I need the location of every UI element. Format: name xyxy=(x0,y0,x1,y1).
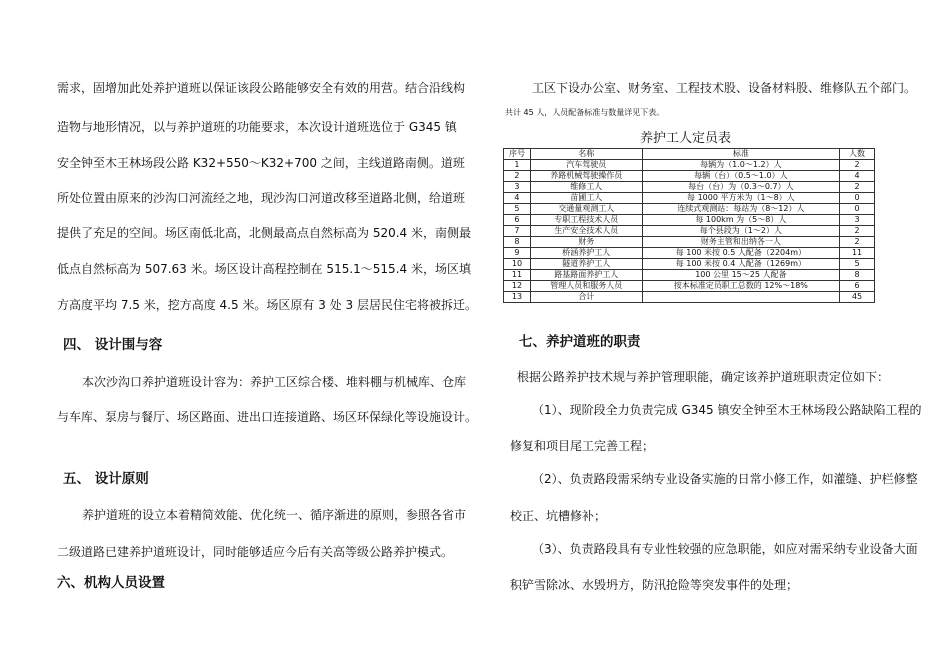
table-cell: 桥涵养护工人 xyxy=(530,248,642,259)
table-cell: 4 xyxy=(504,193,531,204)
table-cell: 7 xyxy=(504,226,531,237)
body-text-line: 根据公路养护技术规与养护管理职能，确定该养护道班职责定位如下： xyxy=(517,370,890,384)
table-cell: 8 xyxy=(504,237,531,248)
table-cell: 6 xyxy=(504,215,531,226)
table-cell: 管理人员和服务人员 xyxy=(530,281,642,292)
table-cell: 0 xyxy=(840,204,875,215)
table-row xyxy=(504,204,875,215)
table-cell: 10 xyxy=(504,259,531,270)
table-row xyxy=(504,237,875,248)
table-cell: 5 xyxy=(840,259,875,270)
table-cell: 养路机械驾驶操作员 xyxy=(530,171,642,182)
staff-table xyxy=(503,148,875,303)
body-text-line: 本次沙沟口养护道班设计容为：养护工区综合楼、堆料棚与机械库、仓库 xyxy=(82,375,467,389)
table-row xyxy=(504,215,875,226)
duty-line: 校正、坑槽修补； xyxy=(510,509,607,523)
table-cell: 每 100km 为（5～8）人 xyxy=(642,215,839,226)
table-cell: 2 xyxy=(504,171,531,182)
duty-line: （1）、现阶段全力负责完成 G345 镇安全钟至木王林场段公路缺陷工程的 xyxy=(532,403,922,417)
body-text-line: 低点自然标高为 507.63 米。场区设计高程控制在 515.1～515.4 米，场区填 xyxy=(57,262,471,276)
table-cell: 每个县段为（1～2）人 xyxy=(642,226,839,237)
table-cell: 1 xyxy=(504,160,531,171)
body-text-line: 与车库、泵房与餐厅、场区路面、进出口连接道路、场区环保绿化等设施设计。 xyxy=(57,410,478,424)
table-cell: 13 xyxy=(504,292,531,303)
table-cell: 2 xyxy=(840,226,875,237)
table-row xyxy=(504,226,875,237)
table-row xyxy=(504,270,875,281)
body-text-line: 方高度平均 7.5 米，挖方高度 4.5 米。场区原有 3 处 3 层居民住宅将被拆迁。 xyxy=(57,298,477,312)
table-cell: 维修工人 xyxy=(530,182,642,193)
table-cell: 路基路面养护工人 xyxy=(530,270,642,281)
duty-line: 积铲雪除冰、水毁坍方，防汛抢险等突发事件的处理； xyxy=(510,578,799,592)
duty-line: 修复和项目尾工完善工程； xyxy=(510,439,655,453)
table-header-cell: 标准 xyxy=(642,149,839,160)
body-text-line: 造物与地形情况，以与养护道班的功能要求，本次设计道班选位于 G345 镇 xyxy=(57,120,457,134)
section-heading-7: 七、养护道班的职责 xyxy=(519,334,641,350)
section-heading-5: 五、 设计原则 xyxy=(63,471,149,487)
table-cell: 100 公里 15～25 人配备 xyxy=(642,270,839,281)
table-note: 共计 45 人，人员配备标准与数量详见下表。 xyxy=(505,108,665,117)
body-text-line: 所处位置由原来的沙沟口河流经之地，现沙沟口河道改移至道路北侧，给道班 xyxy=(57,191,466,205)
table-cell: 2 xyxy=(840,182,875,193)
table-cell: 每辆（台）（0.5～1.0）人 xyxy=(642,171,839,182)
table-cell: 8 xyxy=(840,270,875,281)
table-cell: 每辆为（1.0～1.2）人 xyxy=(642,160,839,171)
table-header-cell: 人数 xyxy=(840,149,875,160)
table-cell: 11 xyxy=(504,270,531,281)
table-cell: 11 xyxy=(840,248,875,259)
table-row xyxy=(504,259,875,270)
table-cell: 每 1000 平方米为（1～8）人 xyxy=(642,193,839,204)
table-cell: 2 xyxy=(840,160,875,171)
table-cell: 每 100 米按 0.5 人配备（2204m） xyxy=(642,248,839,259)
table-cell: 2 xyxy=(840,237,875,248)
table-cell: 按本标准定员职工总数的 12%～18% xyxy=(642,281,839,292)
table-cell: 生产安全技术人员 xyxy=(530,226,642,237)
table-cell: 专职工程技术人员 xyxy=(530,215,642,226)
body-text-line: 二级道路已建养护道班设计，同时能够适应今后有关高等级公路养护模式。 xyxy=(57,545,454,559)
duty-line: （3）、负责路段具有专业性较强的应急职能，如应对需采纳专业设备大面 xyxy=(532,542,918,556)
body-text-line: 安全钟至木王林场段公路 K32+550～K32+700 之间，主线道路南侧。道班 xyxy=(57,156,465,170)
table-row xyxy=(504,292,875,303)
table-cell: 每台（台）为（0.3～0.7）人 xyxy=(642,182,839,193)
table-cell: 12 xyxy=(504,281,531,292)
table-header-row xyxy=(504,149,875,160)
table-cell: 每 100 米按 0.4 人配备（1269m） xyxy=(642,259,839,270)
table-cell: 45 xyxy=(840,292,875,303)
table-cell xyxy=(642,292,839,303)
table-cell: 合计 xyxy=(530,292,642,303)
table-cell: 苗圃工人 xyxy=(530,193,642,204)
body-text-line: 工区下设办公室、财务室、工程技术股、设备材料股、维修队五个部门。 xyxy=(532,81,917,95)
table-row xyxy=(504,281,875,292)
table-title: 养护工人定员表 xyxy=(640,131,732,146)
table-row xyxy=(504,182,875,193)
table-cell: 连续式观测站：每站为（8～12）人 xyxy=(642,204,839,215)
table-cell: 0 xyxy=(840,193,875,204)
table-row xyxy=(504,171,875,182)
section-heading-6: 六、机构人员设置 xyxy=(57,575,165,591)
section-heading-4: 四、 设计围与容 xyxy=(63,337,163,353)
table-cell: 9 xyxy=(504,248,531,259)
table-cell: 财务 xyxy=(530,237,642,248)
body-text-line: 需求，固增加此处养护道班以保证该段公路能够安全有效的用营。结合沿线构 xyxy=(57,81,466,95)
table-cell: 财务主管和出纳各一人 xyxy=(642,237,839,248)
table-header-cell: 名称 xyxy=(530,149,642,160)
table-cell: 3 xyxy=(504,182,531,193)
duty-line: （2）、负责路段需采纳专业设备实施的日常小修工作，如灌缝、护栏修整 xyxy=(532,472,918,486)
table-cell: 汽车驾驶员 xyxy=(530,160,642,171)
table-header-cell: 序号 xyxy=(504,149,531,160)
body-text-line: 养护道班的设立本着精简效能、优化统一、循序渐进的原则，参照各省市 xyxy=(82,508,467,522)
table-cell: 3 xyxy=(840,215,875,226)
table-row xyxy=(504,160,875,171)
table-cell: 交通量观测工人 xyxy=(530,204,642,215)
table-cell: 6 xyxy=(840,281,875,292)
body-text-line: 提供了充足的空间。场区南低北高，北侧最高点自然标高为 520.4 米，南侧最 xyxy=(57,226,471,240)
table-row xyxy=(504,248,875,259)
table-cell: 5 xyxy=(504,204,531,215)
table-row xyxy=(504,193,875,204)
table-cell: 4 xyxy=(840,171,875,182)
table-cell: 隧道养护工人 xyxy=(530,259,642,270)
